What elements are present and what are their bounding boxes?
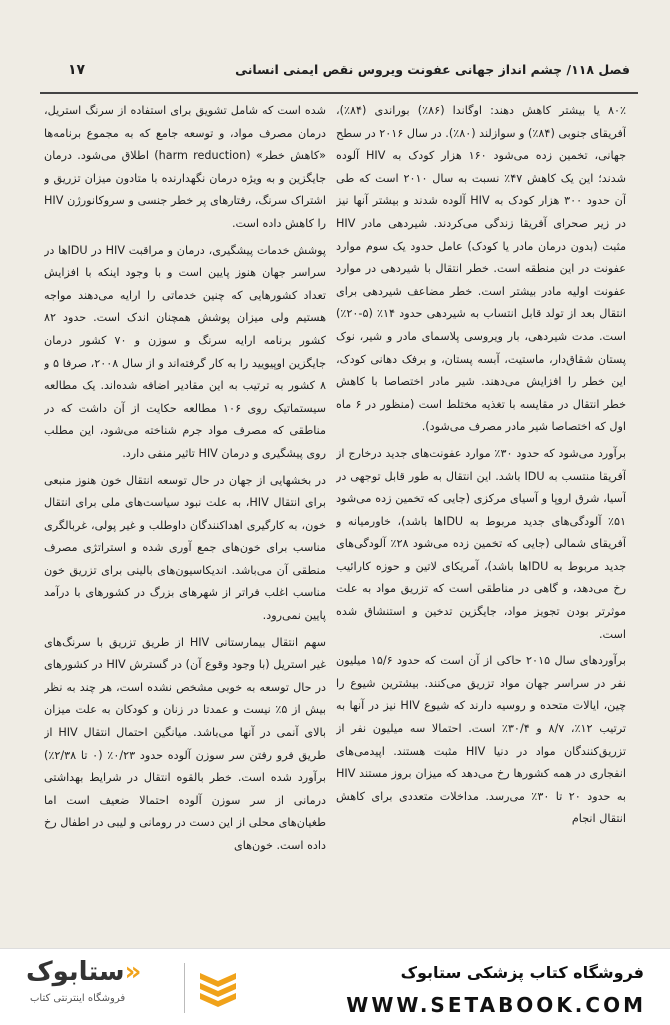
header-rule <box>40 92 638 94</box>
store-name: فروشگاه کتاب پزشکی ستابوک <box>400 963 644 982</box>
store-footer <box>0 948 670 1025</box>
store-logo[interactable] <box>26 957 141 987</box>
paragraph: در بخشهایی از جهان در حال توسعه انتقال خون هنوز منبعی برای انتقال HIV، به علت نبود سیاست‌های ملی برای انتقال خون، به کارگیری اهداکنندگان داوطلب و غیر پولی، غربالگری مناسب برای خون‌های جمع آوری شده و استراتژی مصرف منطقی آن می‌باشد. اندیکاسیون‌های بالینی برای تزریق خون مناسب اغلب فراتر از شهرهای بزرگ در کشورهای با درآمد پایین نمی‌رود. <box>44 473 326 623</box>
website-link[interactable]: WWW.SETABOOK.COM <box>346 993 646 1017</box>
paragraph: برآوردهای سال ۲۰۱۵ حاکی از آن است که حدود ۱۵/۶ میلیون نفر در سراسر جهان مواد تزریق می‌کنند. بیشترین شیوع را چین، ایالات متحده و روسیه دارند که شیوع HIV نیز در آنها به ترتیب ۱۲٪، ۸/۷ و ۳۰/۴٪ است. احتمالا سه میلیون نفر از تزریق‌کنندگان مواد در دنیا HIV مثبت هستند. اپیدمی‌های انفجاری در همه کشورها رخ می‌دهد که میزان بروز مستند HIV به حدود ۲۰ تا ۳۰٪ می‌رسد. مداخلات متعددی برای کاهش انتقال انجام <box>336 654 626 826</box>
paragraph: برآورد می‌شود که حدود ۳۰٪ موارد عفونت‌های جدید درخارج از آفریقا منتسب به IDU باشد. این انتقال به طور قابل توجهی در آسیا، شرق اروپا و آسیای مرکزی (جایی که تخمین زده می‌شود ۵۱٪ آلودگی‌های جدید مربوط به IDUها باشد)، خاورمیانه و آفریقای شمالی (جایی که تخمین زده می‌شود ۲۸٪ آلودگی‌های جدید مربوط به IDUها باشد)، آمریکای لاتین و حوزه کارائیب رخ می‌دهد، و گاهی در مناطقی است که تزریق مواد به علت موثرتر بودن تجویز مواد، جایگزین تدخین و استنشاق شده است. <box>336 446 626 641</box>
right-text-column <box>336 100 626 926</box>
paragraph: ۸۰٪ یا بیشتر کاهش دهند: اوگاندا (۸۶٪) بوراندی (۸۴٪)، آفریقای جنوبی (۸۴٪) و سوازلند (۸۰٪). در سال ۲۰۱۶ در سطح جهانی، تخمین زده می‌شود ۱۶۰ هزار کودک به HIV آلوده شدند؛ این یک کاهش ۴۷٪ نسبت به سال ۲۰۱۰ است که طی آن حدود ۳۰۰ هزار کودک به HIV آلوده شدند و بیشتر آنها نیز در زیر صحرای آفریقا زندگی می‌کردند. شیردهی مادر HIV مثبت (بدون درمان مادر یا کودک) عامل حدود یک سوم موارد عفونت در این منطقه است. خطر انتقال با شیردهی در موارد عفونت اولیه مادر بیشتر است. خطر مضاعف شیردهی برای انتقال بعد از تولد قابل انتساب به شیردهی حدود ۱۴٪ (۵-۲۰٪) است. مدت شیردهی، بار ویروسی پلاسمای مادر و شیر، نوک پستان شقاق‌دار، ماستیت، آبسه پستان، و برفک دهانی کودک، این خطر را افزایش می‌دهند. شیر مادر اختصاصا با کاهش خطر انتقال در مقایسه با تغذیه مختلط است (منظور در ۶ ماه اول که اختصاصا شیر مادر مصرف می‌شود). <box>336 104 626 434</box>
left-text-column <box>44 100 326 926</box>
logo-text: ستابوک <box>26 957 125 987</box>
paragraph: پوشش خدمات پیشگیری، درمان و مراقبت HIV در IDUها در سراسر جهان هنوز پایین است و با وجود اینکه با افزایش تعداد کشورهایی که چنین خدماتی را ارایه می‌دهند مواجه هستیم ولی میزان پوشش همچنان اندک است. حدود ۸۲ کشور برنامه ارایه سرنگ و سوزن و ۷۰ کشور درمان جایگزین اوپیویید را به کار گرفته‌اند و از سال ۲۰۰۸، صرفا ۵ و ۸ کشور به ترتیب به این مقادیر اضافه شده‌اند. یک مطالعه سیستماتیک روی ۱۰۶ مطالعه حکایت از آن داشت که در مناطقی که مصرف مواد جرم شناخته می‌شود، این مطلب روی پیشگیری و درمان HIV تاثیر منفی دارد. <box>44 243 326 460</box>
divider <box>184 963 185 1013</box>
stacked-books-icon <box>196 967 240 1009</box>
chapter-title: فصل ۱۱۸/ چشم انداز جهانی عفونت ویروس نقص ایمنی انسانی <box>235 62 630 77</box>
paragraph: شده است که شامل تشویق برای استفاده از سرنگ استریل، درمان مصرف مواد، و توسعه جامع که به مجموع برنامه‌ها «کاهش خطر» (harm reduction) اطلاق می‌شود. درمان جایگزین و به ویژه درمان نگهدارنده با متادون میزان تزریق و اشتراک سرنگ، رفتارهای پر خطر جنسی و سروکانورژن HIV را کاهش داده است. <box>44 104 326 230</box>
page-number: ۱۷ <box>68 62 86 78</box>
page-header <box>40 48 638 94</box>
double-chevron-icon: « <box>124 957 142 987</box>
logo-subtitle: فروشگاه اینترنتی کتاب <box>30 993 126 1004</box>
paragraph: سهم انتقال بیمارستانی HIV از طریق تزریق با سرنگ‌های غیر استریل (با وجود وقوع آن) در گسترش HIV در کشورهای در حال توسعه به خوبی مشخص نشده است، هر چند به نظر بیش از ۵٪ نیست و عمدتا در زنان و کودکان به علت میزان بالای آنمی در آنها می‌باشد. میانگین احتمال انتقال HIV از طریق فرو رفتن سر سوزن آلوده حدود ۰/۲۳٪ (۰ تا ۲/۳۸٪) برآورد شده است. خطر بالقوه انتقال در شرایط بهداشتی درمانی از سر سوزن آلوده احتمالا ضعیف است اما طغیان‌های محلی از این دست در رومانی و لیبی در اطفال رخ داده است. خون‌های <box>44 635 326 852</box>
